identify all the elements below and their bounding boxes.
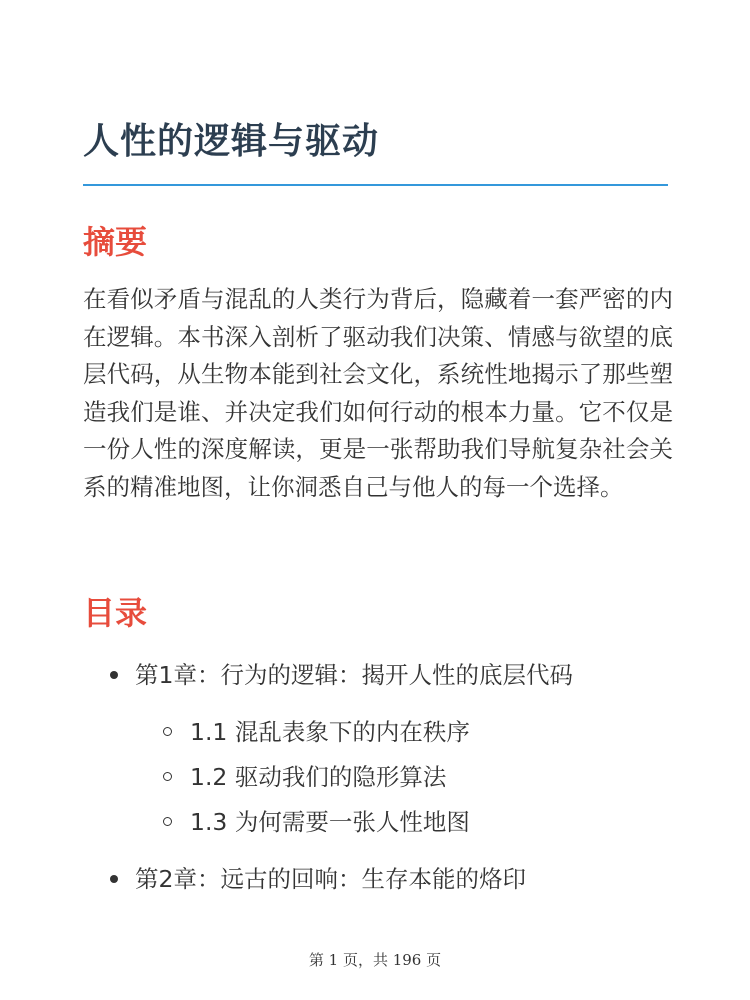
toc-section-label: 1.2 驱动我们的隐形算法: [190, 763, 447, 791]
toc-chapter-label: 第2章：远古的回响：生存本能的烙印: [135, 865, 526, 893]
page-title: 人性的逻辑与驱动: [83, 121, 380, 162]
hollow-bullet-icon: [163, 727, 172, 736]
filled-bullet-icon: [110, 671, 118, 679]
abstract-body: 在看似矛盾与混乱的人类行为背后，隐藏着一套严密的内在逻辑。本书深入剖析了驱动我们决策、情感与欲望的底层代码，从生物本能到社会文化，系统性地揭示了那些塑造我们是谁、并决定我们如何行动的根本力量。它不仅是一份人性的深度解读，更是一张帮助我们导航复杂社会关系的精准地图，让你洞悉自己与他人的每一个选择。: [83, 285, 673, 501]
title-divider: [83, 184, 668, 186]
hollow-bullet-icon: [163, 817, 172, 826]
hollow-bullet-icon: [163, 772, 172, 781]
abstract-heading: 摘要: [83, 223, 148, 261]
filled-bullet-icon: [110, 875, 118, 883]
toc-chapter-label: 第1章：行为的逻辑：揭开人性的底层代码: [135, 661, 573, 689]
toc-section-label: 1.3 为何需要一张人性地图: [190, 808, 470, 836]
page-number-footer: 第 1 页，共 196 页: [308, 951, 442, 969]
toc-heading: 目录: [83, 594, 148, 632]
toc-section-label: 1.1 混乱表象下的内在秩序: [190, 718, 470, 746]
